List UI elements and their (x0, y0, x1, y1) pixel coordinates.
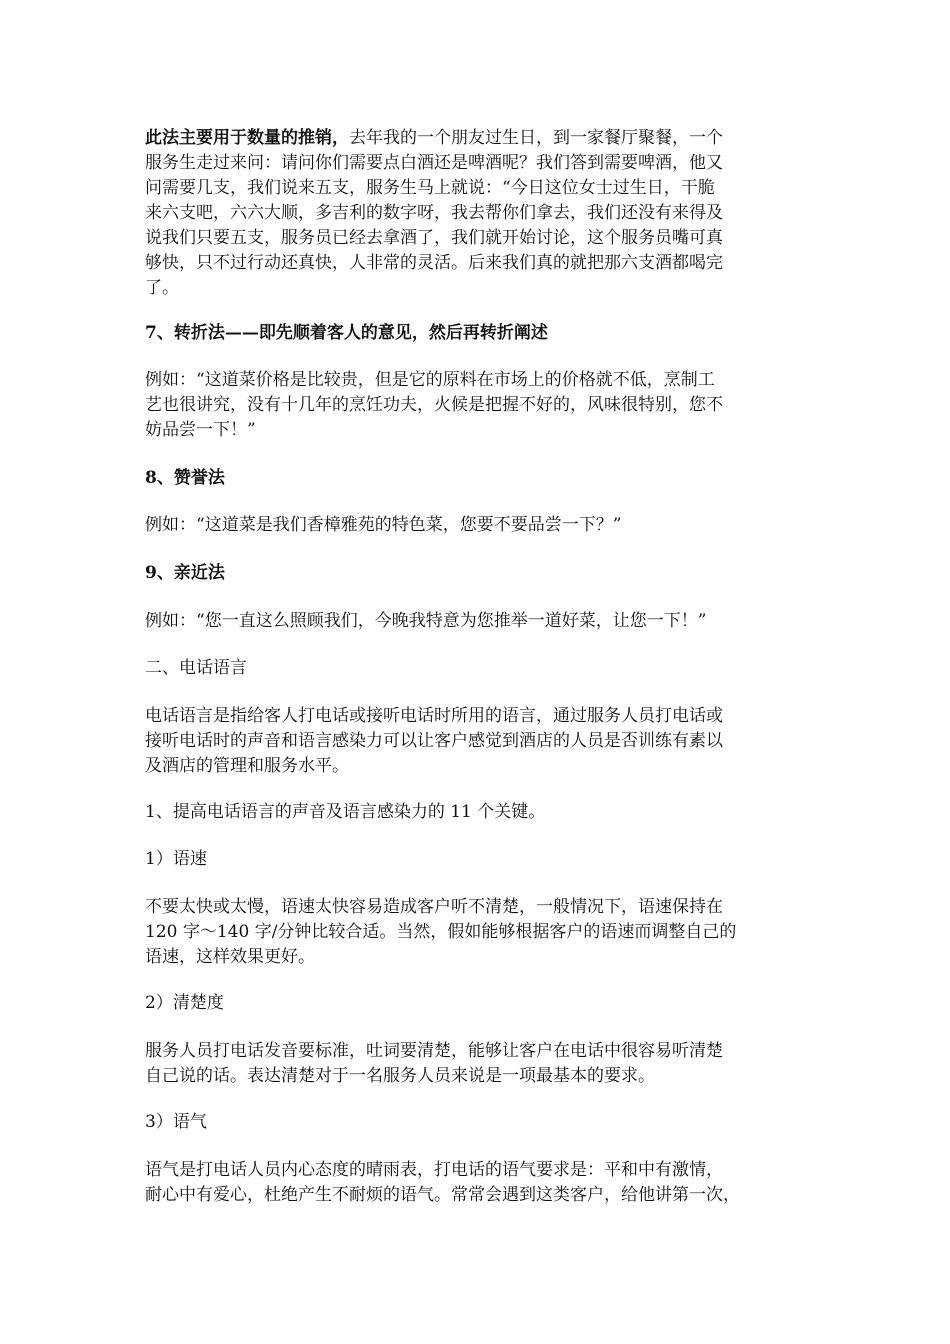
sub2-body (145, 1039, 810, 1089)
s2-line-1: 服务人员打电话发音要标准，吐词要清楚，能够让客户在电话中很容易听清楚 (145, 1041, 723, 1061)
intro-line-2: 服务生走过来问：请问你们需要点白酒还是啤酒呢？我们答到需要啤酒，他又 (145, 153, 723, 173)
phone-line-2: 接听电话时的声音和语言感染力可以让客户感觉到酒店的人员是否训练有素以 (145, 731, 723, 751)
heading-9: 9、亲近法 (145, 563, 225, 583)
s1-line-3: 语速，这样效果更好。 (145, 947, 315, 967)
s1-line-2: 120 字～140 字/分钟比较合适。当然，假如能够根据客户的语速而调整自己的 (145, 922, 737, 942)
intro-line-7: 了。 (145, 278, 179, 298)
s3-line-1: 语气是打电话人员内心态度的晴雨表，打电话的语气要求是：平和中有激情， (145, 1160, 723, 1180)
intro-line-5: 说我们只要五支，服务员已经去拿酒了，我们就开始讨论，这个服务员嘴可真 (145, 228, 723, 248)
intro-line-1: 去年我的一个朋友过生日，到一家餐厅聚餐，一个 (349, 128, 723, 148)
heading-7: 7、转折法——即先顺着客人的意见，然后再转折阐述 (145, 323, 548, 343)
s2-line-2: 自己说的话。表达清楚对于一名服务人员来说是一项最基本的要求。 (145, 1066, 655, 1086)
intro-lead: 此法主要用于数量的推销， (145, 128, 349, 148)
sub1-title: 1）语速 (145, 849, 207, 869)
paragraph-8: 例如：“这道菜是我们香樟雅苑的特色菜，您要不要品尝一下？” (145, 515, 622, 535)
paragraph-7 (145, 368, 810, 443)
s1-line-1: 不要太快或太慢，语速太快容易造成客户听不清楚，一般情况下，语速保持在 (145, 897, 723, 917)
section-heading-phone: 二、电话语言 (145, 658, 247, 678)
sub3-body (145, 1158, 810, 1208)
s3-line-2: 耐心中有爱心，杜绝产生不耐烦的语气。常常会遇到这类客户，给他讲第一次， (145, 1185, 740, 1205)
phone-line-3: 及酒店的管理和服务水平。 (145, 756, 349, 776)
p7-line-1: 例如：“这道菜价格是比较贵，但是它的原料在市场上的价格就不低，烹制工 (145, 370, 715, 390)
keys-title: 1、提高电话语言的声音及语言感染力的 11 个关键。 (145, 802, 546, 822)
paragraph-9: 例如：“您一直这么照顾我们，今晚我特意为您推举一道好菜，让您一下！” (145, 611, 707, 631)
intro-line-4: 来六支吧，六六大顺，多吉利的数字呀，我去帮你们拿去，我们还没有来得及 (145, 203, 723, 223)
intro-paragraph (145, 126, 810, 301)
intro-line-6: 够快，只不过行动还真快，人非常的灵活。后来我们真的就把那六支酒都喝完 (145, 253, 723, 273)
heading-8: 8、赞誉法 (145, 468, 225, 488)
intro-line-3: 问需要几支，我们说来五支，服务生马上就说：“今日这位女士过生日，干脆 (145, 178, 715, 198)
p7-line-2: 艺也很讲究，没有十几年的烹饪功夫，火候是把握不好的，风味很特别，您不 (145, 395, 723, 415)
phone-paragraph (145, 704, 810, 779)
phone-line-1: 电话语言是指给客人打电话或接听电话时所用的语言，通过服务人员打电话或 (145, 706, 723, 726)
sub2-title: 2）清楚度 (145, 993, 224, 1013)
p7-line-3: 妨品尝一下！” (145, 420, 256, 440)
text-line (145, 126, 810, 151)
sub3-title: 3）语气 (145, 1112, 207, 1132)
sub1-body (145, 895, 810, 970)
